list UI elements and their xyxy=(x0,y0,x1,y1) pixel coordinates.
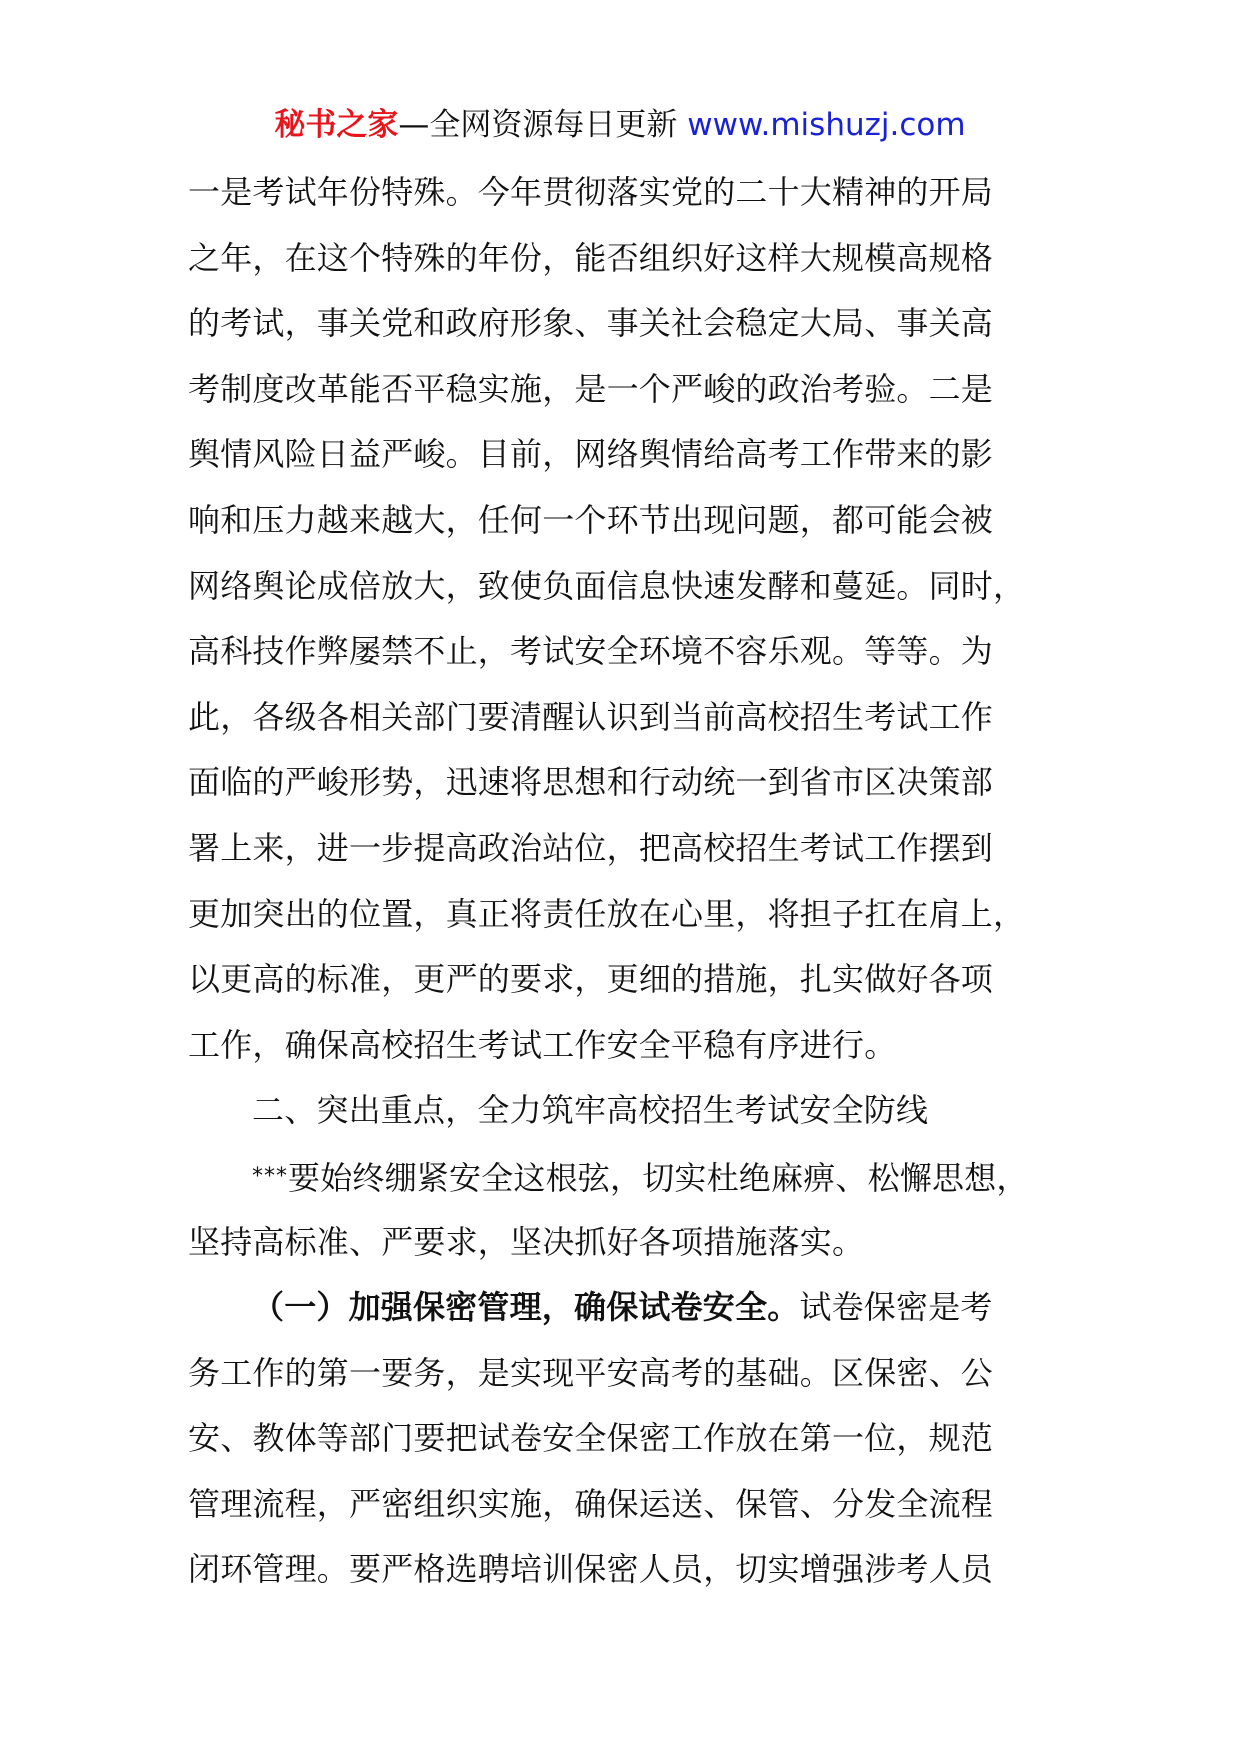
paragraph-line: 安、教体等部门要把试卷安全保密工作放在第一位，规范 xyxy=(188,1419,994,1458)
paragraph-line: 此，各级各相关部门要清醒认识到当前高校招生考试工作 xyxy=(188,697,994,736)
paragraph-line: 更加突出的位置，真正将责任放在心里，将担子扛在肩上， xyxy=(188,894,1026,933)
paragraph-line: 以更高的标准，更严的要求，更细的措施，扎实做好各项 xyxy=(188,960,994,999)
site-header xyxy=(0,103,1240,147)
document-body xyxy=(188,160,1068,1603)
paragraph-text: 试卷保密是考 xyxy=(799,1288,993,1327)
paragraph-line: 一是考试年份特殊。今年贯彻落实党的二十大精神的开局 xyxy=(188,173,994,211)
paragraph-line: 的考试，事关党和政府形象、事关社会稳定大局、事关高 xyxy=(188,304,994,343)
brand-name: 秘书之家 xyxy=(274,107,399,143)
paragraph-line: 考制度改革能否平稳实施，是一个严峻的政治考验。二是 xyxy=(188,369,994,408)
header-url-link[interactable]: www.mishuzj.com xyxy=(687,107,966,143)
paragraph-line: 舆情风险日益严峻。目前，网络舆情给高考工作带来的影 xyxy=(188,435,994,474)
paragraph-text: 要始终绷紧安全这根弦，切实杜绝麻痹、松懈思想， xyxy=(288,1158,1029,1197)
paragraph-line: 网络舆论成倍放大，致使负面信息快速发酵和蔓延。同时， xyxy=(188,566,1026,605)
paragraph-line: 高科技作弊屡禁不止，考试安全环境不容乐观。等等。为 xyxy=(188,632,994,671)
subsection-title: （一）加强保密管理，确保试卷安全。 xyxy=(252,1288,800,1327)
paragraph-line: 务工作的第一要务，是实现平安高考的基础。区保密、公 xyxy=(188,1353,994,1392)
header-slogan: —全网资源每日更新 xyxy=(398,107,678,143)
paragraph-line: 面临的严峻形势，迅速将思想和行动统一到省市区决策部 xyxy=(188,763,994,802)
paragraph-line: 工作，确保高校招生考试工作安全平稳有序进行。 xyxy=(188,1025,897,1064)
paragraph-line: 闭环管理。要严格选聘培训保密人员，切实增强涉考人员 xyxy=(188,1550,994,1589)
paragraph-line: 管理流程，严密组织实施，确保运送、保管、分发全流程 xyxy=(188,1484,994,1523)
paragraph-line xyxy=(188,1144,1068,1210)
redacted-name-stars: *** xyxy=(252,1163,288,1189)
paragraph-line: 之年，在这个特殊的年份，能否组织好这样大规模高规格 xyxy=(188,238,994,277)
paragraph-line: 署上来，进一步提高政治站位，把高校招生考试工作摆到 xyxy=(188,828,994,867)
section-heading: 二、突出重点，全力筑牢高校招生考试安全防线 xyxy=(252,1091,929,1130)
paragraph-line: 坚持高标准、严要求，坚决抓好各项措施落实。 xyxy=(188,1222,865,1261)
paragraph-line xyxy=(188,1275,1068,1341)
paragraph-line: 响和压力越来越大，任何一个环节出现问题，都可能会被 xyxy=(188,500,994,539)
